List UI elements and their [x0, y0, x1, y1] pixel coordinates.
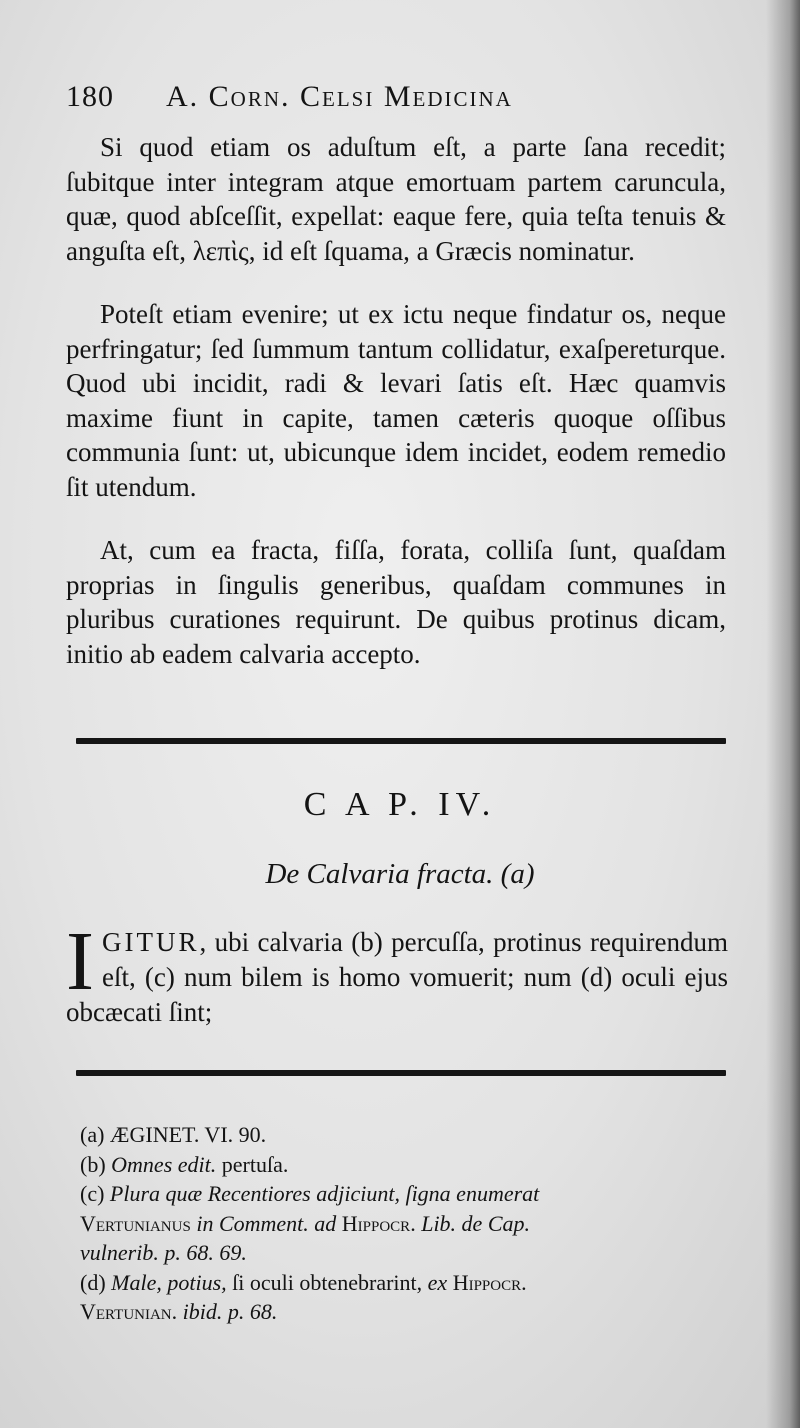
chapter-heading: C A P. IV.: [303, 786, 497, 823]
drop-capital: I: [66, 915, 94, 1008]
footnote-text: pertuſa.: [221, 1151, 289, 1177]
page-number: 180: [66, 80, 114, 113]
chapter-subtitle: De Calvaria fracta. (a): [265, 858, 535, 890]
footnote-italic: ex: [427, 1269, 448, 1295]
chapter-opening-paragraph: [66, 915, 728, 1030]
footnote-author: Vertunianus: [80, 1210, 191, 1236]
footnote-d-line2: [80, 1297, 750, 1327]
footnote-c-line2: [80, 1209, 750, 1239]
footnote-text: ſi oculi obtenebrarint,: [232, 1269, 423, 1295]
footnote-mark: (d): [80, 1269, 106, 1295]
footnote-rule: [76, 1070, 726, 1076]
paragraph-1: [66, 130, 726, 268]
opening-word: GITUR: [101, 927, 200, 957]
footnote-mark: (c): [80, 1181, 105, 1206]
page-edge-shadow: [766, 0, 800, 1428]
footnote-c: [80, 1179, 750, 1209]
footnote-author: Hippocr.: [452, 1269, 527, 1295]
paragraph-3: [66, 533, 726, 671]
footnote-author: Hippocr.: [341, 1210, 416, 1236]
footnote-mark: (a): [80, 1122, 105, 1147]
footnote-a: [80, 1120, 750, 1150]
footnote-italic: ibid. p. 68.: [182, 1299, 278, 1324]
running-title: A. Corn. Celsi Medicina: [166, 80, 513, 113]
footnote-italic: Omnes edit.: [111, 1151, 217, 1177]
section-rule: [76, 738, 726, 744]
footnote-italic: Lib. de Cap.: [421, 1210, 530, 1236]
footnotes: [80, 1120, 750, 1327]
footnote-text: ÆGINET. VI. 90.: [109, 1122, 267, 1147]
footnote-italic: Plura quæ Recentiores adjiciunt, ſigna enumerat: [109, 1181, 540, 1206]
paragraph-2: [66, 297, 726, 505]
paragraph-text: At, cum ea fracta, fiſſa, forata, colliſa ſunt, quaſdam proprias in ſingulis generibus, quaſdam communes in pluribus curationes requirunt. De quibus protinus dicam, initio ab eadem calvaria accepto.: [66, 535, 726, 669]
footnote-mark: (b): [80, 1151, 106, 1177]
paragraph-text: Poteſt etiam evenire; ut ex ictu neque findatur os, neque perfringatur; ſed ſummum tantum collidatur, exaſpereturque. Quod ubi incidit, radi & levari ſatis eſt. Hæc quamvis maxime fiunt in capite, tamen cæteris quoque oſſibus communia ſunt: ut, ubicunque idem incidet, eodem remedio ſit utendum.: [66, 299, 726, 502]
footnote-italic: Male, potius,: [111, 1269, 227, 1295]
running-header: [66, 80, 746, 124]
footnote-italic: in Comment. ad: [196, 1210, 337, 1236]
paragraph-text: Si quod etiam os aduſtum eſt, a parte ſana recedit; ſubitque inter integram atque emortuam partem caruncula, quæ, quod abſceſſit, expellat: eaque fere, quia teſta tenuis & anguſta eſt, λεπὶς, id eſt ſquama, a Græcis nominatur.: [66, 132, 726, 266]
footnote-c-line3: vulnerib. p. 68. 69.: [80, 1240, 247, 1265]
footnote-d: [80, 1268, 750, 1298]
footnote-author: Vertunian.: [80, 1299, 178, 1324]
footnote-b: [80, 1150, 750, 1180]
opening-text: , ubi calvaria (b) percuſſa, protinus requirendum eſt, (c) num bilem is homo vomuerit; num (d) oculi ejus obcæcati ſint;: [66, 927, 728, 1027]
